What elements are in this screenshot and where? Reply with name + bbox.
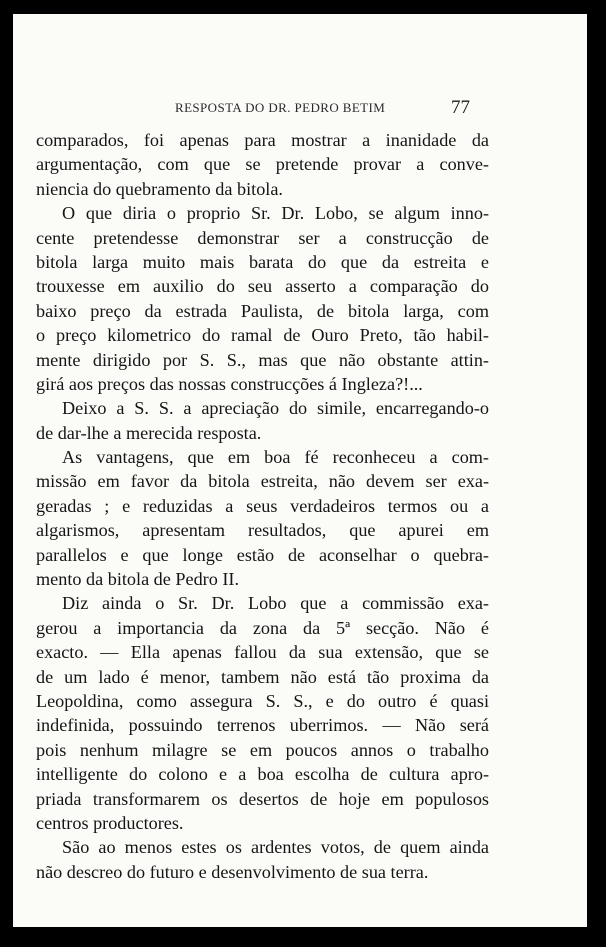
- text-line: mente dirigido por S. S., mas que não obstante attin-: [36, 349, 489, 370]
- running-head: [13, 97, 587, 120]
- text-line: bitola larga muito mais barata do que da estreita e: [36, 251, 489, 272]
- text-line: Diz ainda o Sr. Dr. Lobo que a commissão exa-: [62, 593, 489, 614]
- text-line: baixo preço da estrada Paulista, de bitola larga, com: [36, 300, 489, 321]
- text-line: parallelos e que longe estão de aconselhar o quebra-: [36, 544, 489, 565]
- text-line: argumentação, com que se pretende provar a conve-: [36, 154, 489, 175]
- paragraph: [36, 591, 489, 835]
- text-line: gerou a importancia da zona da 5ª secção. Não é: [36, 617, 489, 638]
- text-line: pois nenhum milagre se em poucos annos o trabalho: [36, 739, 489, 760]
- text-line: As vantagens, que em boa fé reconheceu a com-: [62, 447, 489, 468]
- text-line: o preço kilometrico do ramal de Ouro Preto, tão habil-: [36, 325, 489, 346]
- text-line: missão em favor da bitola estreita, não devem ser exa-: [36, 471, 489, 492]
- text-line: não descreo do futuro e desenvolvimento de sua terra.: [36, 861, 429, 882]
- paragraph: [36, 128, 489, 201]
- paragraph: [36, 396, 489, 445]
- text-line: intelligente do colono e a boa escolha de cultura apro-: [36, 764, 489, 785]
- paragraph: [36, 835, 489, 884]
- text-line: São ao menos estes os ardentes votos, de quem ainda: [62, 837, 489, 858]
- paragraph: [36, 201, 489, 396]
- text-line: Deixo a S. S. a apreciação do simile, encarregando-o: [62, 398, 489, 419]
- page-number: 77: [451, 97, 470, 118]
- text-line: centros productores.: [36, 812, 184, 833]
- text-line: trouxesse em auxilio do seu asserto a comparação do: [36, 276, 489, 297]
- text-line: O que diria o proprio Sr. Dr. Lobo, se algum inno-: [62, 203, 489, 224]
- text-line: de um lado é menor, tambem não está tão proxima da: [36, 666, 489, 687]
- text-line: niencia do quebramento da bitola.: [36, 178, 283, 199]
- text-line: priada transformarem os desertos de hoje em populosos: [36, 788, 489, 809]
- text-line: comparados, foi apenas para mostrar a inanidade da: [36, 130, 489, 150]
- text-line: algarismos, apresentam resultados, que apurei em: [36, 520, 489, 541]
- body-text: [36, 128, 489, 884]
- text-line: de dar-lhe a merecida resposta.: [36, 422, 262, 443]
- text-line: mento da bitola de Pedro II.: [36, 569, 240, 590]
- paragraph: [36, 445, 489, 591]
- book-page: [13, 14, 587, 927]
- running-title: RESPOSTA DO DR. PEDRO BETIM: [175, 100, 386, 115]
- text-line: girá aos preços das nossas construcções á Ingleza?!...: [36, 373, 423, 394]
- text-line: Leopoldina, como assegura S. S., e do outro é quasi: [36, 690, 489, 711]
- text-line: exacto. — Ella apenas fallou da sua extensão, que se: [36, 642, 489, 663]
- text-line: indefinida, possuindo terrenos uberrimos. — Não será: [36, 715, 489, 736]
- text-line: cente pretendesse demonstrar ser a construcção de: [36, 227, 489, 248]
- text-line: geradas ; e reduzidas a seus verdadeiros termos ou a: [36, 495, 489, 516]
